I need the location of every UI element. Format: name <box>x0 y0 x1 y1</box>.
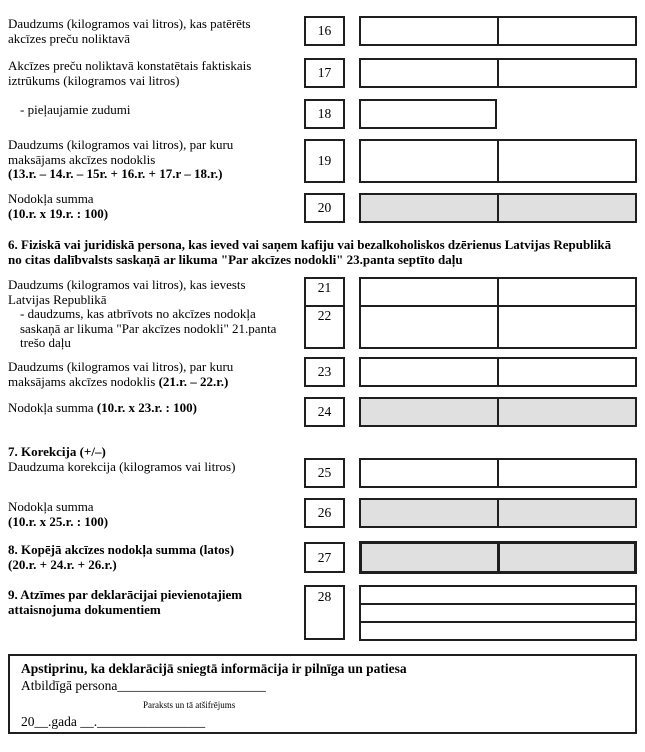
row-19-formula: (13.r. – 14.r. – 15r. + 16.r. + 17.r – 18.r.) <box>8 166 223 181</box>
declaration-footer-box <box>8 654 637 734</box>
section-6-heading-line2: no citas dalībvalsts saskaņā ar likuma "Par akcīzes nodokli" 23.panta septīto daļu <box>8 252 463 267</box>
signature-blank-line[interactable]: ______________________ <box>117 678 266 693</box>
section-7-block <box>8 444 304 474</box>
row-20-label <box>8 192 304 221</box>
row-24-shaded-left-cell <box>361 399 497 425</box>
row-28-input-line-2[interactable] <box>361 603 635 621</box>
row-17-number-box <box>304 58 345 88</box>
row-25-number: 25 <box>317 465 332 480</box>
row-24-label-line <box>8 401 304 416</box>
row-25-input-right-cell[interactable] <box>497 460 635 486</box>
row-23-label-line2 <box>8 375 304 390</box>
row-26-shaded-left-cell <box>361 500 497 526</box>
row-19-input-left-cell[interactable] <box>361 141 497 181</box>
row-27-number: 27 <box>317 549 332 565</box>
section-6-heading <box>8 237 642 267</box>
row-19-label <box>8 138 304 182</box>
row-23-input-box <box>359 357 637 387</box>
row-28-input-line-3[interactable] <box>361 621 635 639</box>
row-21-input-right-cell[interactable] <box>497 279 635 305</box>
row-23-label-line2-text: maksājams akcīzes nodoklis <box>8 373 159 389</box>
row-18-number: 18 <box>317 106 332 121</box>
row-21-label <box>8 278 304 307</box>
row-20-input-box <box>359 193 637 223</box>
section-7-heading: 7. Korekcija (+/–) <box>8 444 106 459</box>
row-21-22-input-box <box>359 277 637 349</box>
row-22-input-right-cell[interactable] <box>497 307 635 347</box>
row-16-label <box>8 17 304 46</box>
row-20-number: 20 <box>317 200 332 215</box>
row-24-formula: (10.r. x 23.r. : 100) <box>96 400 197 415</box>
row-22-input-left-cell[interactable] <box>361 307 497 347</box>
row-23-label <box>8 360 304 389</box>
row-23-number: 23 <box>317 364 332 379</box>
row-17-input-box <box>359 58 637 88</box>
row-22-label <box>20 307 304 351</box>
row-24-number: 24 <box>317 404 332 419</box>
signature-hint: Paraksts un tā atšifrējums <box>143 700 236 710</box>
row-26-label <box>8 500 304 529</box>
confirmation-statement: Apstiprinu, ka deklarācijā sniegtā informācija ir pilnīga un patiesa <box>21 661 407 676</box>
row-28-input-box <box>359 585 637 641</box>
row-27-shaded-left-cell <box>362 544 497 571</box>
row-25-number-box <box>304 458 345 488</box>
responsible-person-line <box>21 678 266 694</box>
row-19-label-line2: maksājams akcīzes nodoklis <box>8 151 156 167</box>
row-22-label-line2: saskaņā ar likuma "Par akcīzes nodokli" 21.panta <box>20 320 277 336</box>
row-26-label-line1: Nodokļa summa <box>8 499 94 514</box>
row-23-input-left-cell[interactable] <box>361 359 497 385</box>
row-21-22-number-box <box>304 277 345 349</box>
row-16-input-right-cell[interactable] <box>497 18 635 44</box>
date-blank-line[interactable]: 20__.gada __.________________ <box>21 714 206 729</box>
row-20-shaded-right-cell <box>497 195 635 221</box>
row-26-number-box <box>304 498 345 528</box>
row-23-input-right-cell[interactable] <box>497 359 635 385</box>
row-23-number-box <box>304 357 345 387</box>
row-18-input-box <box>359 99 497 129</box>
row-17-label-line2: iztrūkums (kilogramos vai litros) <box>8 72 180 88</box>
row-17-label-line1: Akcīzes preču noliktavā konstatētais faktiskais <box>8 58 252 73</box>
row-19-input-right-cell[interactable] <box>497 141 635 181</box>
row-24-shaded-right-cell <box>497 399 635 425</box>
row-28-label-line2: attaisnojuma dokumentiem <box>8 601 161 617</box>
row-22-input-row <box>361 305 635 347</box>
row-28-input-line-1[interactable] <box>361 587 635 603</box>
row-28-number-box <box>304 585 345 640</box>
row-26-formula: (10.r. x 25.r. : 100) <box>8 513 109 529</box>
row-22-label-line3: trešo daļu <box>20 335 71 350</box>
row-21-input-row <box>361 279 635 305</box>
row-28-number: 28 <box>317 589 332 604</box>
row-16-number: 16 <box>317 23 332 38</box>
row-20-formula: (10.r. x 19.r. : 100) <box>8 205 109 221</box>
row-24-label <box>8 401 304 416</box>
row-18-input-cell[interactable] <box>361 101 495 127</box>
row-16-number-box <box>304 16 345 46</box>
row-21-label-line2: Latvijas Republikā <box>8 291 107 307</box>
row-19-label-line1: Daudzums (kilogramos vai litros), par kuru <box>8 137 234 152</box>
row-16-input-box <box>359 16 637 46</box>
row-23-formula: (21.r. – 22.r.) <box>158 373 229 389</box>
row-20-label-line1: Nodokļa summa <box>8 191 94 206</box>
row-19-number-box <box>304 139 345 183</box>
row-19-input-box <box>359 139 637 183</box>
row-27-input-box <box>359 541 637 574</box>
row-22-number: 22 <box>306 305 343 347</box>
section-6-heading-line1: 6. Fiziskā vai juridiskā persona, kas ieved vai saņem kafiju vai bezalkoholiskos dzērienus Latvijas Republikā <box>8 237 612 252</box>
row-28-label <box>8 588 304 617</box>
row-28-label-line1: 9. Atzīmes par deklarācijai pievienotajiem <box>8 587 243 602</box>
row-17-number: 17 <box>317 65 332 80</box>
row-27-shaded-right-cell <box>497 544 635 571</box>
row-20-number-box <box>304 193 345 223</box>
row-27-formula: (20.r. + 24.r. + 26.r.) <box>8 556 117 572</box>
row-24-label-text: Nodokļa summa <box>8 400 97 415</box>
row-21-input-left-cell[interactable] <box>361 279 497 305</box>
responsible-person-label: Atbildīgā persona <box>21 678 118 693</box>
row-16-input-left-cell[interactable] <box>361 18 497 44</box>
row-16-label-line1: Daudzums (kilogramos vai litros), kas patērēts <box>8 16 251 31</box>
row-24-number-box <box>304 397 345 427</box>
row-20-shaded-left-cell <box>361 195 497 221</box>
row-17-label <box>8 59 304 88</box>
row-17-input-right-cell[interactable] <box>497 60 635 86</box>
row-21-label-line1: Daudzums (kilogramos vai litros), kas ievests <box>8 277 246 292</box>
row-25-input-box <box>359 458 637 488</box>
row-26-shaded-right-cell <box>497 500 635 526</box>
row-16-label-line2: akcīzes preču noliktavā <box>8 30 130 46</box>
row-21-number: 21 <box>317 280 332 295</box>
row-26-number: 26 <box>317 505 332 520</box>
row-18-label <box>20 103 304 118</box>
row-18-label-text: - pieļaujamie zudumi <box>20 102 131 117</box>
row-27-number-box <box>304 542 345 573</box>
row-27-label <box>8 543 304 572</box>
row-25-label: Daudzuma korekcija (kilogramos vai litros) <box>8 459 236 474</box>
row-17-input-left-cell[interactable] <box>361 60 497 86</box>
row-27-label-line1: 8. Kopējā akcīzes nodokļa summa (latos) <box>8 542 235 557</box>
row-26-input-box <box>359 498 637 528</box>
row-24-input-box <box>359 397 637 427</box>
row-23-label-line1: Daudzums (kilogramos vai litros), par kuru <box>8 359 234 374</box>
row-19-number: 19 <box>317 153 332 168</box>
row-18-number-box <box>304 99 345 129</box>
row-22-label-line1: - daudzums, kas atbrīvots no akcīzes nodokļa <box>20 306 256 321</box>
row-25-input-left-cell[interactable] <box>361 460 497 486</box>
